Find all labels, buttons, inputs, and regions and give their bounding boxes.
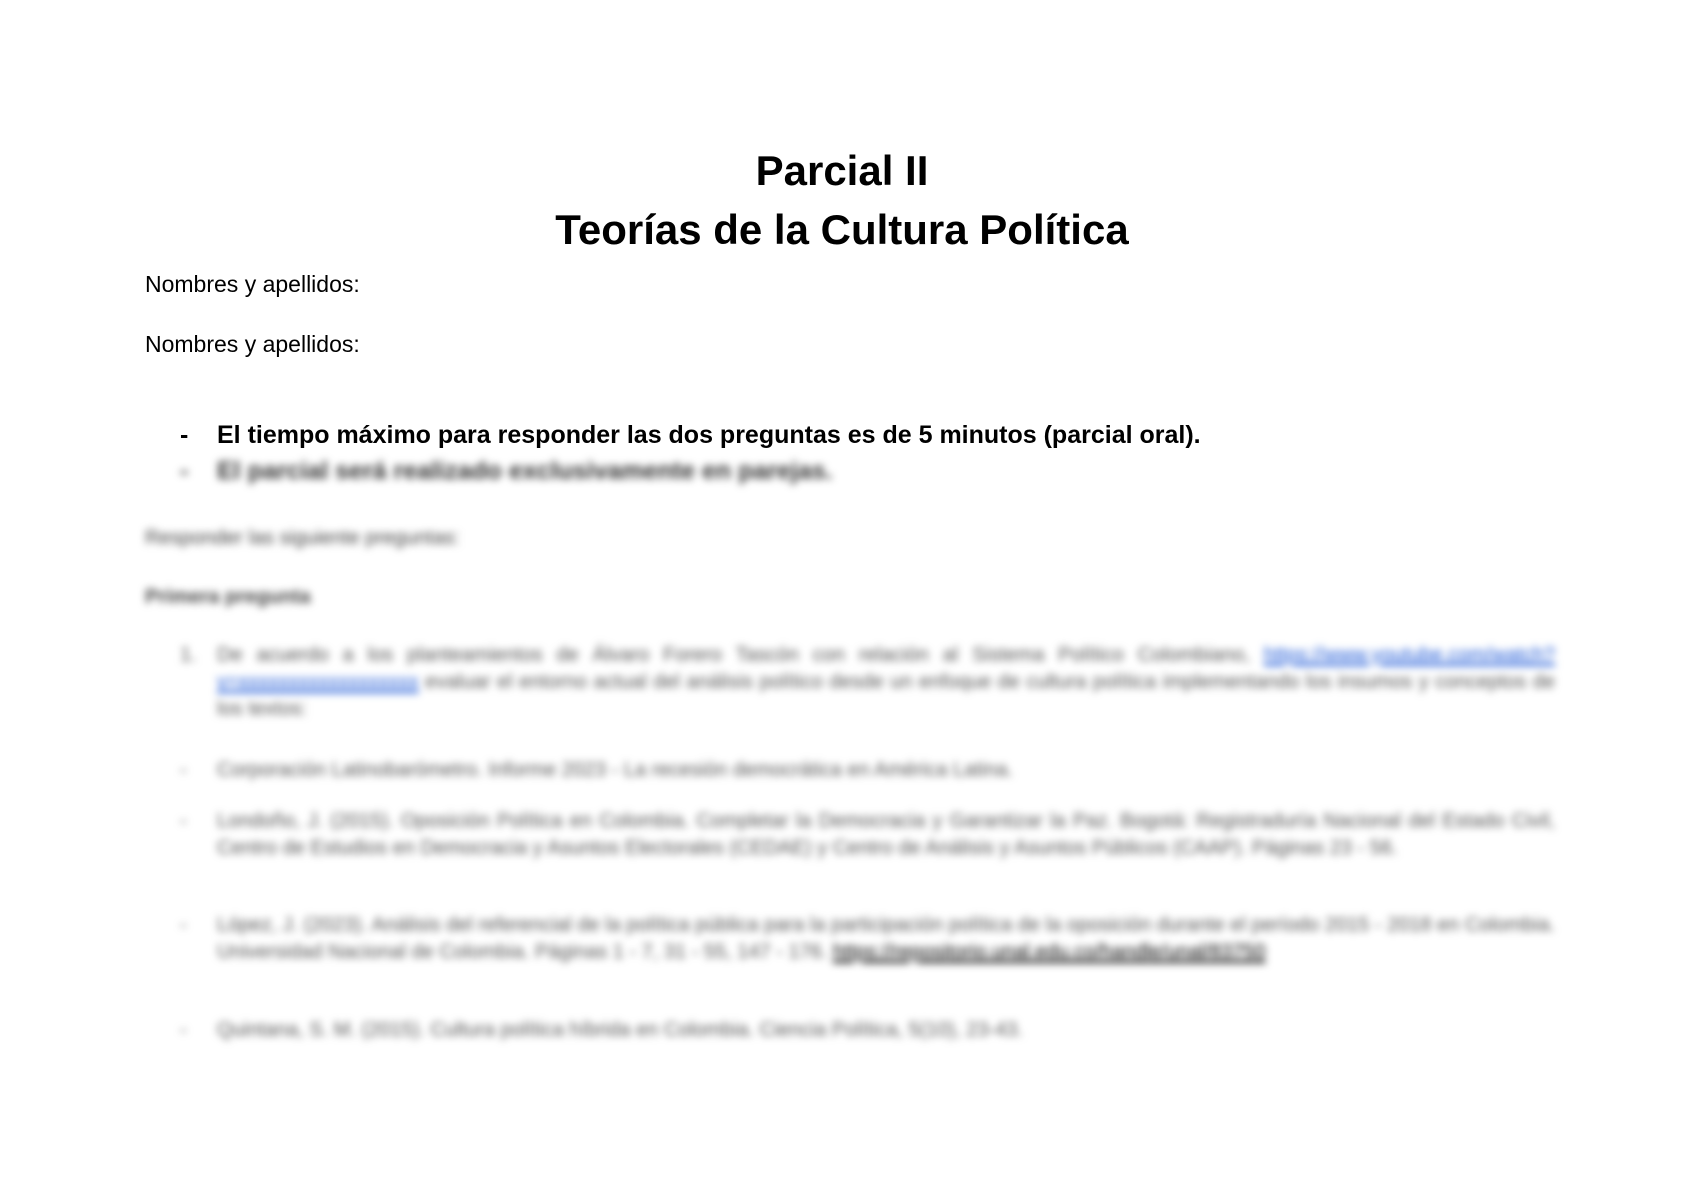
instruction-text: El parcial será realizado exclusivamente en parejas. (217, 457, 833, 485)
question-body (217, 642, 1555, 723)
bullet-marker: - (180, 1019, 187, 1041)
instruction-item (180, 455, 833, 487)
name-field-1: Nombres y apellidos: (145, 271, 360, 297)
bullet-marker: - (180, 759, 187, 781)
question-number: 1. (180, 644, 197, 666)
bullet-marker: - (180, 421, 189, 449)
reference-body (217, 912, 1555, 966)
bullet-marker: - (180, 914, 187, 936)
repository-link[interactable]: https://repositorio.unal.edu.co/handle/unal/83750 (832, 941, 1266, 963)
name-field-2: Nombres y apellidos: (145, 331, 360, 357)
bullet-marker: - (180, 810, 187, 832)
reference-item (180, 808, 1555, 862)
question-text: De acuerdo a los planteamientos de Álvaro Forero Tascón con relación al Sistema Político Colombiano, (217, 644, 1250, 666)
reference-text: Quintana, S. M. (2015). Cultura política híbrida en Colombia. Ciencia Política, 5(10), 23-43. (217, 1019, 1023, 1041)
reference-item (180, 757, 1555, 784)
question-text-continued: evaluar el entorno actual del análisis político desde un enfoque de cultura política implementando los insumos y conceptos de los textos: (217, 671, 1555, 720)
bullet-marker: - (180, 457, 189, 485)
document-subtitle: Teorías de la Cultura Política (555, 206, 1129, 253)
reference-text: López, J. (2023). Análisis del referencial de la política pública para la participación política de la oposición durante el período 2015 - 2018 en Colombia. Universidad Nacional de Colombia. Páginas 1 - 7, 31 - 55, 147 - 176. (217, 914, 1555, 963)
section-heading: Primera pregunta (145, 586, 311, 608)
instruction-item (180, 419, 1201, 451)
question-item (180, 642, 1555, 723)
prompt-text: Responder las siguiente preguntas: (145, 527, 460, 549)
reference-item (180, 912, 1555, 966)
reference-text: Corporación Latinobarómetro. Informe 2023 - La recesión democrática en América Latina. (217, 759, 1013, 781)
reference-item (180, 1017, 1555, 1044)
document-title: Parcial II (755, 147, 929, 194)
instruction-text: El tiempo máximo para responder las dos preguntas es de 5 minutos (parcial oral). (217, 421, 1201, 449)
video-link[interactable]: https://www.youtube.com/watch?v=xxxxxxxxxxxxxxxxxx (217, 644, 1555, 693)
reference-text: Londoño, J. (2015). Oposición Política en Colombia. Completar la Democracia y Garantizar la Paz. Bogotá: Registraduría Nacional del Estado Civil, Centro de Estudios en Democracia y Asuntos Electorales (CEDAE) y Centro de Análisis y Asuntos Públicos (CAAP). Páginas 23 - 56. (217, 810, 1555, 859)
